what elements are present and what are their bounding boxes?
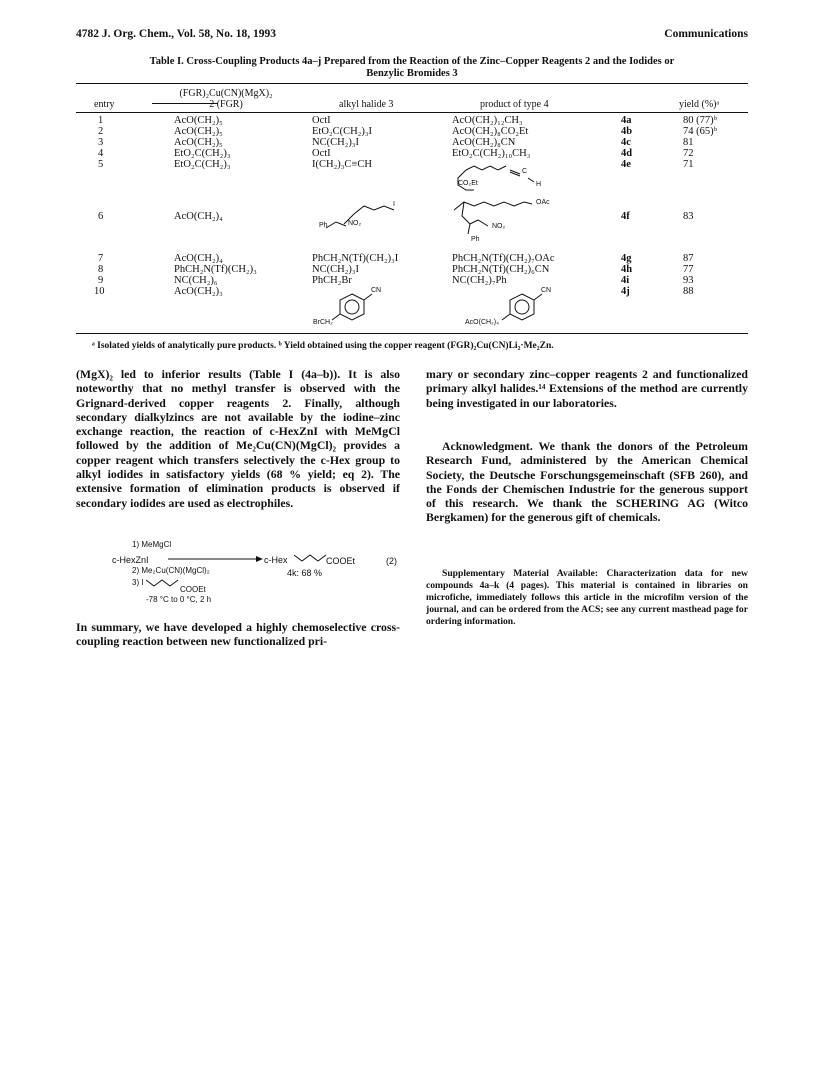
acknowledgment-title: Acknowledgment. [442, 439, 533, 453]
row4-halide: OctI [312, 148, 331, 159]
table-row [98, 138, 103, 149]
row1-product: AcO(CH₂)₁₂CH₃ [452, 115, 523, 126]
row2-product: AcO(CH₂)₈CO₂Et [452, 126, 529, 137]
row9-halide: PhCH₂Br [312, 275, 352, 286]
row5-label: 4e [621, 159, 631, 170]
row10-product-aco: AcO(CH₂)₄ [465, 319, 499, 326]
row6-product-structure [448, 192, 568, 244]
col-header-entry: entry [94, 99, 115, 110]
row4-fgr: EtO₂C(CH₂)₃ [174, 148, 231, 159]
row1-yield: 80 (77)ᵇ [683, 115, 717, 126]
table-caption-line2: Benzylic Bromides 3 [366, 68, 458, 79]
row1-entry: 1 [98, 115, 104, 126]
row3-label: 4c [621, 137, 631, 148]
col-header-reagent-line2: 2 (FGR) [209, 99, 243, 110]
table-row [98, 116, 103, 127]
row8-entry: 8 [98, 264, 104, 275]
eq-reactant: c-HexZnI [112, 555, 149, 565]
row8-halide: NC(CH₂)₃I [312, 264, 359, 275]
row7-halide: PhCH₂N(Tf)(CH₂)₃I [312, 253, 399, 264]
row7-product: PhCH₂N(Tf)(CH₂)₇OAc [452, 253, 555, 264]
row3-product: AcO(CH₂)₈CN [452, 137, 516, 148]
col-header-reagent [152, 88, 300, 110]
eq-product-group: COOEt [326, 556, 356, 566]
row1-label: 4a [621, 115, 632, 126]
eq-product-label: 4k: 68 % [287, 568, 323, 578]
row2-entry: 2 [98, 126, 104, 137]
running-header-left: 4782 J. Org. Chem., Vol. 58, No. 18, 1993 [76, 28, 276, 40]
row4-product: EtO₂C(CH₂)₁₀CH₃ [452, 148, 531, 159]
table-row [98, 212, 103, 223]
row5-product-structure [448, 160, 598, 192]
row10-product-ring [500, 288, 560, 330]
eq-step2: 2) Me₂Cu(CN)(MgCl)₂ [132, 566, 210, 575]
row2-label: 4b [621, 126, 633, 137]
eq-step1: 1) MeMgCl [132, 540, 172, 549]
row5-product-co2et: CO₂Et [458, 180, 478, 187]
table-row [98, 149, 103, 160]
row8-yield: 77 [683, 264, 694, 275]
row10-halide-brch2: BrCH₂ [313, 319, 333, 326]
col-header-product: product of type 4 [480, 99, 549, 110]
row3-entry: 3 [98, 137, 104, 148]
table-row [98, 254, 103, 265]
table-header-rule [76, 112, 748, 113]
table-footnote: ᵃ Isolated yields of analytically pure products. ᵇ Yield obtained using the copper reagent (FGR)₂Cu(CN)Li₂·Me₂Zn. [92, 341, 554, 351]
left-paragraph-1: (MgX)₂ led to inferior results (Table I (4a–b)). It is also noteworthy that no methyl transfer is observed with the Grignard-derived copper reagents 2. Finally, although secondary dialkylzincs are not available by the iodine–zinc exchange reaction, the reaction of c-HexZnI with MeMgCl followed by the addition of Me₂Cu(CN)(MgCl)₂ provides a copper reagent which transfers selectively the c-Hex group to alkyl iodides in satisfactory yields (68 % yield; eq 2). The extensive formation of elimination products is observed if secondary iodides are used as electrophiles. [76, 367, 400, 510]
supplementary-text: Characterization data for new compounds 4a–k (4 pages). This material is contained in libraries on microfiche, immediately follows this article in the microfilm version of the journal, and can be ordered from the ACS; see any current masthead page for ordering information. [426, 568, 748, 627]
eq-arrow [168, 553, 264, 565]
row5-entry: 5 [98, 159, 104, 170]
eq-product-prefix: c-Hex [264, 555, 288, 565]
row6-fgr: AcO(CH₂)₄ [174, 211, 223, 222]
row9-label: 4i [621, 275, 630, 286]
eq-step3-group: COOEt [180, 585, 206, 594]
table-row [94, 287, 105, 298]
row6-label: 4f [621, 211, 630, 222]
row10-halide-ring [330, 288, 390, 330]
row8-label: 4h [621, 264, 633, 275]
row3-halide: NC(CH₂)₃I [312, 137, 359, 148]
row2-yield: 74 (65)ᵇ [683, 126, 717, 137]
table-row [98, 160, 103, 171]
col-header-reagent-line1: (FGR)₂Cu(CN)(MgX)₂ [179, 88, 273, 99]
row10-entry: 10 [94, 286, 105, 297]
row7-fgr: AcO(CH₂)₄ [174, 253, 223, 264]
table-row [98, 276, 103, 287]
supplementary-paragraph [426, 568, 748, 628]
row10-halide-cn: CN [371, 287, 382, 294]
eq-conditions: -78 °C to 0 °C, 2 h [146, 595, 212, 604]
supplementary-title: Supplementary Material Available: [442, 568, 599, 579]
table-caption [76, 56, 748, 80]
row8-fgr: PhCH₂N(Tf)(CH₂)₃ [174, 264, 257, 275]
row6-halide-i: I [393, 201, 395, 208]
row6-product-oac: OAc [536, 199, 550, 206]
row10-yield: 88 [683, 286, 694, 297]
row5-halide: I(CH₂)₃C≡CH [312, 159, 372, 170]
row6-product-ph: Ph [471, 236, 480, 243]
row10-fgr: AcO(CH₂)₃ [174, 286, 223, 297]
row1-halide: OctI [312, 115, 331, 126]
row8-product: PhCH₂N(Tf)(CH₂)₆CN [452, 264, 550, 275]
table-top-rule [76, 83, 748, 84]
row6-yield: 83 [683, 211, 694, 222]
eq-step3-prefix: 3) I [132, 578, 144, 587]
col-header-yield: yield (%)ᵃ [679, 99, 720, 110]
row2-halide: EtO₂C(CH₂)₃I [312, 126, 372, 137]
row9-fgr: NC(CH₂)₆ [174, 275, 218, 286]
running-header-right: Communications [664, 28, 748, 40]
row5-product-c: C [522, 168, 528, 175]
table-bottom-rule [76, 333, 748, 334]
row4-entry: 4 [98, 148, 104, 159]
row10-label: 4j [621, 286, 630, 297]
row2-fgr: AcO(CH₂)₅ [174, 126, 223, 137]
row6-entry: 6 [98, 211, 104, 222]
row9-product: NC(CH₂)₇Ph [452, 275, 507, 286]
left-paragraph-2: In summary, we have developed a highly chemoselective cross-coupling reaction between new functionalized pri- [76, 620, 400, 649]
col-header-halide: alkyl halide 3 [339, 99, 394, 110]
row3-yield: 81 [683, 137, 694, 148]
row7-yield: 87 [683, 253, 694, 264]
right-paragraph-1: mary or secondary zinc–copper reagents 2 and functionalized primary alkyl halides.¹⁴ Extensions of the method are currently being investigated in our laboratories. [426, 367, 748, 410]
eq-number: (2) [386, 556, 397, 566]
row3-fgr: AcO(CH₂)₅ [174, 137, 223, 148]
row6-halide-structure [320, 198, 430, 238]
row5-fgr: EtO₂C(CH₂)₃ [174, 159, 231, 170]
table-row [98, 265, 103, 276]
row10-product-cn: CN [541, 287, 552, 294]
row1-fgr: AcO(CH₂)₅ [174, 115, 223, 126]
row5-product-h: H [536, 181, 542, 188]
row7-entry: 7 [98, 253, 104, 264]
row5-yield: 71 [683, 159, 694, 170]
row6-halide-ph: Ph [319, 222, 328, 229]
row9-entry: 9 [98, 275, 104, 286]
row7-label: 4g [621, 253, 632, 264]
table-caption-line1: Table I. Cross-Coupling Products 4a–j Prepared from the Reaction of the Zinc–Copper Reagents 2 and the Iodides or [149, 56, 675, 67]
acknowledgment-text: We thank the donors of the Petroleum Research Fund, administered by the American Chemical Society, the Deutsche Forschungsgemeinschaft (SFB 260), and the Fonds der Chemischen Industrie for the generous support of this research. We thank the SCHERING AG (Witco Bergkamen) for the generous gift of chemicals. [426, 439, 748, 525]
row4-label: 4d [621, 148, 633, 159]
row6-product-no2: NO₂ [492, 223, 506, 230]
row9-yield: 93 [683, 275, 694, 286]
row6-halide-no2: NO₂ [348, 220, 362, 227]
row4-yield: 72 [683, 148, 694, 159]
table-row [98, 127, 103, 138]
acknowledgment-paragraph [426, 439, 748, 525]
